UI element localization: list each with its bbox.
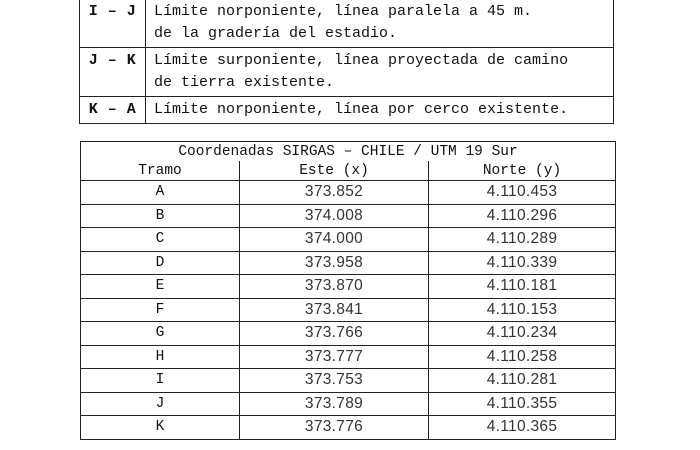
limit-row xyxy=(80,0,614,48)
header-este: Este (x) xyxy=(240,161,429,181)
row-norte: 4.110.289 xyxy=(429,228,616,252)
row-este: 373.870 xyxy=(240,275,429,299)
row-tramo: F xyxy=(81,298,240,322)
header-tramo: Tramo xyxy=(81,161,240,181)
row-norte: 4.110.258 xyxy=(429,345,616,369)
limit-description-line: Límite surponiente, línea proyectada de camino xyxy=(154,52,569,69)
table-row xyxy=(81,369,616,393)
row-este: 373.841 xyxy=(240,298,429,322)
table-row xyxy=(81,345,616,369)
row-tramo: B xyxy=(81,204,240,228)
row-este: 373.958 xyxy=(240,251,429,275)
limit-row xyxy=(80,48,614,97)
table-row xyxy=(81,181,616,205)
row-este: 373.852 xyxy=(240,181,429,205)
table-row xyxy=(81,204,616,228)
coordinates-title: Coordenadas SIRGAS – CHILE / UTM 19 Sur xyxy=(81,142,616,162)
row-tramo: H xyxy=(81,345,240,369)
limit-description-line: Límite norponiente, línea por cerco existente. xyxy=(154,101,569,118)
table-row xyxy=(81,392,616,416)
header-norte: Norte (y) xyxy=(429,161,616,181)
table-row xyxy=(81,298,616,322)
row-tramo: A xyxy=(81,181,240,205)
row-este: 373.753 xyxy=(240,369,429,393)
limits-table xyxy=(79,0,614,124)
limit-tramo: K – A xyxy=(80,97,146,124)
row-este: 373.776 xyxy=(240,416,429,440)
row-norte: 4.110.296 xyxy=(429,204,616,228)
limit-tramo: J – K xyxy=(80,48,146,97)
limit-description-line: de tierra existente. xyxy=(154,74,335,91)
row-este: 374.000 xyxy=(240,228,429,252)
row-tramo: I xyxy=(81,369,240,393)
row-norte: 4.110.339 xyxy=(429,251,616,275)
row-este: 374.008 xyxy=(240,204,429,228)
row-este: 373.789 xyxy=(240,392,429,416)
row-este: 373.777 xyxy=(240,345,429,369)
limit-tramo: I – J xyxy=(80,0,146,48)
row-tramo: C xyxy=(81,228,240,252)
limit-description-line: Límite norponiente, línea paralela a 45 m. xyxy=(154,3,533,20)
table-row xyxy=(81,251,616,275)
coordinates-body xyxy=(81,181,616,440)
limit-description xyxy=(146,0,614,48)
row-norte: 4.110.281 xyxy=(429,369,616,393)
row-norte: 4.110.181 xyxy=(429,275,616,299)
row-tramo: E xyxy=(81,275,240,299)
row-norte: 4.110.153 xyxy=(429,298,616,322)
row-tramo: K xyxy=(81,416,240,440)
limit-row xyxy=(80,97,614,124)
coordinates-table xyxy=(80,141,616,440)
row-norte: 4.110.234 xyxy=(429,322,616,346)
table-row xyxy=(81,416,616,440)
row-norte: 4.110.365 xyxy=(429,416,616,440)
limit-description xyxy=(146,97,614,124)
limit-description xyxy=(146,48,614,97)
row-este: 373.766 xyxy=(240,322,429,346)
table-row xyxy=(81,228,616,252)
row-norte: 4.110.453 xyxy=(429,181,616,205)
row-tramo: G xyxy=(81,322,240,346)
row-tramo: J xyxy=(81,392,240,416)
limit-description-line: de la gradería del estadio. xyxy=(154,25,398,42)
table-row xyxy=(81,322,616,346)
table-row xyxy=(81,275,616,299)
row-norte: 4.110.355 xyxy=(429,392,616,416)
row-tramo: D xyxy=(81,251,240,275)
